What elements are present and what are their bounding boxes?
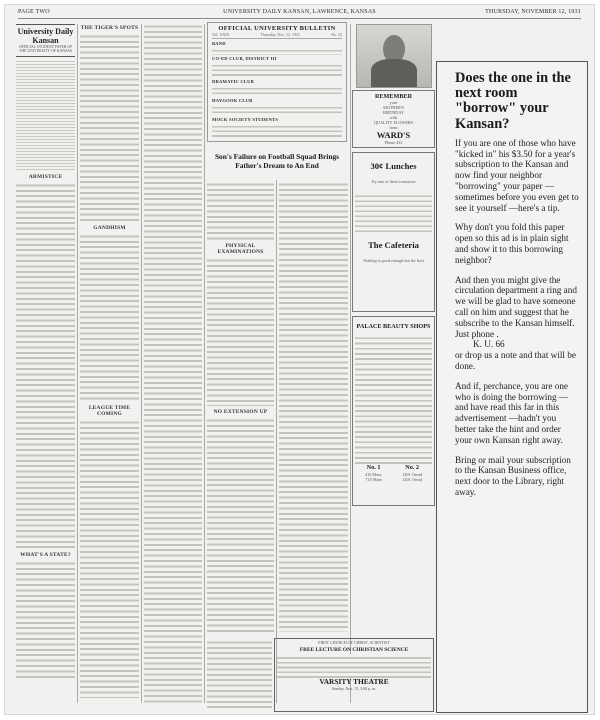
armistice-heading: ARMISTICE xyxy=(28,173,63,180)
editorial-column-2 xyxy=(80,22,139,703)
palace-title: PALACE BEAUTY SHOPS xyxy=(356,323,431,331)
no-extension-heading: NO EXTENSION UP xyxy=(213,409,268,415)
lunch-price: 30¢ Lunches xyxy=(370,161,417,172)
bottom-story-text xyxy=(207,638,272,710)
nameplate-title: University Daily Kansan xyxy=(17,27,74,45)
page-masthead xyxy=(18,9,581,19)
bulletin-item-text xyxy=(212,47,342,55)
bulletin-item-text xyxy=(212,85,342,97)
palace-locations xyxy=(355,464,432,481)
cafeteria-body xyxy=(355,192,432,232)
cafeteria-name: The Cafeteria xyxy=(368,240,419,251)
editorial-column-3 xyxy=(144,22,202,703)
bulletin-date: Thursday, Nov. 12, 1931 xyxy=(260,32,301,37)
location-number: No. 1 xyxy=(366,464,381,472)
column-rule xyxy=(77,24,78,703)
physical-text xyxy=(207,256,274,406)
ad-text: MOTHER'S xyxy=(383,105,404,111)
cafeteria-tagline: Try one of these tomorrow xyxy=(371,179,416,185)
location-address: 1201 Oread xyxy=(402,471,422,477)
bulletin-item: DRAMATIC CLUB xyxy=(212,79,254,84)
column-rule xyxy=(204,24,205,703)
story-continued-text xyxy=(279,180,348,632)
ad-paragraph-3a: And then you might give the circulation department a ring and we will be glad to have someone call on him and suggest that he subscribe to the Kansan himself. Just phone . xyxy=(455,274,577,339)
kansan-subscription-ad xyxy=(436,61,588,713)
bulletin-title: OFFICIAL UNIVERSITY BULLETIN xyxy=(218,25,336,32)
ad-text: QUALITY FLOWERS xyxy=(373,120,414,126)
bulletin-item: MOCK SOCIETY STUDENTS xyxy=(212,117,279,122)
football-story-text xyxy=(207,180,274,240)
wards-name: WARD'S xyxy=(376,130,411,141)
location-address: 410 Mass. xyxy=(365,471,383,477)
gandhism-heading: GANDHISM xyxy=(93,225,126,231)
bulletin-item-text xyxy=(212,104,342,116)
phone-number: K. U. 66 xyxy=(473,339,505,350)
bulletin-item-text xyxy=(212,62,342,78)
location-1 xyxy=(365,464,382,481)
ad-paragraph-4: And if, perchance, you are one who is doing the borrowing —and have read this far in this advertisement —hadn't you better take the hint and order your own Kansan right away. xyxy=(455,380,569,445)
portrait-photo xyxy=(356,24,432,88)
story-column-bottom xyxy=(207,638,272,712)
staff-directory xyxy=(16,59,75,171)
whats-a-state-text xyxy=(16,559,75,679)
column-rule xyxy=(350,24,351,703)
newspaper-page xyxy=(4,4,595,715)
cafeteria-footer: Nothing is good enough but the best xyxy=(363,258,424,264)
ad-headline: Does the one in the next room "borrow" your Kansan? xyxy=(455,70,571,132)
right-top-area xyxy=(436,22,588,58)
column-3-text xyxy=(144,22,202,703)
location-2 xyxy=(402,464,422,481)
whats-a-state-heading: WHAT'S A STATE? xyxy=(20,551,71,558)
no-extension-text xyxy=(207,416,274,635)
location-number: No. 2 xyxy=(405,464,420,472)
physical-heading: PHYSICAL EXAMINATIONS xyxy=(217,243,264,255)
ad-paragraph-2: Why don't you fold this paper open so this ad is in plain sight and show it to this borrowing neighbor? xyxy=(455,222,569,265)
bulletin-item: BAND xyxy=(212,41,226,46)
column-rule xyxy=(141,24,142,703)
bulletin-volume: Vol. XXIX xyxy=(212,32,230,37)
remember-title: REMEMBER xyxy=(374,93,413,100)
ad-paragraph-3c: or drop us a note and that will be done. xyxy=(455,350,576,371)
football-headline: Son's Failure on Football Squad Brings Father's Dream to An End xyxy=(214,152,340,170)
ad-paragraph-5: Bring or mail your subscription to the Kansan Business office, next door to the Library, right away. xyxy=(455,454,571,497)
lecture-time: Sunday, Nov. 15, 3:00 p. m. xyxy=(331,685,377,691)
gandhism-text xyxy=(80,232,139,402)
bulletin-item: HAYGOOK CLUB xyxy=(212,98,253,103)
palace-body xyxy=(355,334,432,464)
ad-text: your xyxy=(389,100,398,106)
location-phone: 1201 Oread xyxy=(402,476,422,482)
bulletin-meta xyxy=(212,32,342,39)
cafeteria-ad xyxy=(352,152,435,312)
palace-beauty-ad xyxy=(352,316,435,506)
bulletin-item: CO-ED CLUB, DISTRICT III xyxy=(212,56,277,61)
ads-column xyxy=(352,22,435,703)
page-number: PAGE TWO xyxy=(18,9,50,15)
issue-date: THURSDAY, NOVEMBER 12, 1931 xyxy=(485,9,581,15)
portrait-body xyxy=(371,59,417,87)
ad-text: BIRTHDAY xyxy=(383,110,404,116)
league-text xyxy=(80,418,139,698)
armistice-editorial-text xyxy=(16,181,75,549)
wards-phone: Phone 433 xyxy=(384,140,403,146)
story-column-right xyxy=(279,180,348,635)
ad-text: with xyxy=(389,115,398,121)
venue-name: VARSITY THEATRE xyxy=(319,677,389,687)
nameplate xyxy=(16,24,75,57)
column-rule xyxy=(276,180,277,703)
tigers-spots-text xyxy=(80,32,139,222)
ad-paragraph-1: If you are one of those who have "kicked in" his $3.50 for a year's subscription to the Kansan and now find your neighbor "borrowing" your paper —sometimes before you even get to see it yourself —here's a tip. xyxy=(455,137,579,213)
tigers-spots-heading: THE TIGER'S SPOTS xyxy=(80,25,139,31)
ad-text: from xyxy=(389,125,398,131)
bulletin-number: No. 52 xyxy=(331,32,342,37)
editorial-column-1 xyxy=(16,22,75,703)
location-phone: 710 Main xyxy=(365,476,382,482)
bulletin-item-text xyxy=(212,123,342,139)
church-name: FIRST CHURCH OF CHRIST, SCIENTIST xyxy=(318,640,390,645)
paper-name: UNIVERSITY DAILY KANSAN, LAWRENCE, KANSAS xyxy=(223,9,376,15)
story-column-left xyxy=(207,180,274,635)
lecture-title: FREE LECTURE ON CHRISTIAN SCIENCE xyxy=(299,646,409,653)
wards-flowers-ad xyxy=(352,90,435,148)
nameplate-subtitle: OFFICIAL STUDENT PAPER OF THE UNIVERSITY OF KANSAS xyxy=(18,45,73,54)
league-heading: LEAGUE TIME COMING xyxy=(88,405,131,417)
official-bulletin xyxy=(207,22,347,142)
